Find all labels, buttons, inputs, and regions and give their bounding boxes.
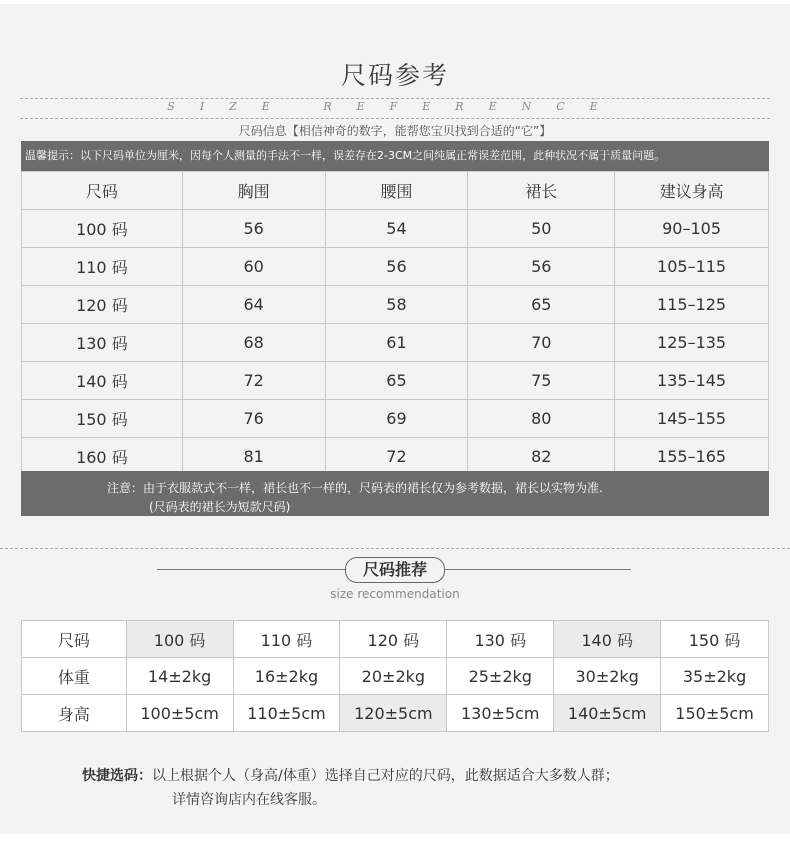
size-table-row [22,286,769,324]
recommend-row-label: 身高 [22,695,127,732]
size-table-cell: 100 码 [22,210,183,248]
recommend-table-cell: 20±2kg [340,658,447,695]
recommend-table-cell: 30±2kg [554,658,661,695]
size-table-cell: 81 [182,438,325,476]
recommend-title: 尺码推荐 [345,557,445,583]
recommend-table-row [22,658,769,695]
size-table-cell: 72 [325,438,468,476]
size-table-cell: 80 [468,400,615,438]
size-table-cell: 130 码 [22,324,183,362]
size-table-cell: 69 [325,400,468,438]
size-table-cell: 82 [468,438,615,476]
recommend-table-cell: 150 码 [661,621,769,658]
recommend-table-cell: 120 码 [340,621,447,658]
title-divider-bottom [20,118,770,119]
size-table-row [22,400,769,438]
size-table-cell: 120 码 [22,286,183,324]
recommend-row-label: 体重 [22,658,127,695]
size-table-cell: 150 码 [22,400,183,438]
size-table-cell: 160 码 [22,438,183,476]
size-table-cell: 54 [325,210,468,248]
size-table-cell: 58 [325,286,468,324]
recommend-rule-right [445,569,631,570]
size-table-header-cell: 腰围 [325,172,468,210]
recommend-table-cell: 100±5cm [126,695,233,732]
size-table-row [22,438,769,476]
english-subtitle: SIZE REFERENCE [167,100,623,113]
size-table-cell: 75 [468,362,615,400]
size-table-cell: 140 码 [22,362,183,400]
size-table-cell: 90–105 [615,210,769,248]
recommend-table-cell: 110±5cm [233,695,340,732]
recommend-table-cell: 100 码 [126,621,233,658]
size-table-cell: 61 [325,324,468,362]
recommend-rule-left [157,569,345,570]
size-table-cell: 56 [182,210,325,248]
size-table-cell: 125–135 [615,324,769,362]
recommend-table-cell: 35±2kg [661,658,769,695]
footnote-line-1: 注意：由于衣服款式不一样，裙长也不一样的，尺码表的裙长仅为参考数据，裙长以实物为准. [107,481,603,495]
size-table-cell: 65 [325,362,468,400]
size-table-header-cell: 胸围 [182,172,325,210]
recommend-table-cell: 16±2kg [233,658,340,695]
notice-banner: 温馨提示：以下尺码单位为厘米，因每个人测量的手法不一样，误差存在2-3CM之间纯属正常误差范围，此种状况不属于质量问题。 [21,141,769,171]
size-table-cell: 70 [468,324,615,362]
size-table-cell: 65 [468,286,615,324]
section-divider [0,548,790,549]
size-table-cell: 135–145 [615,362,769,400]
quick-pick-line-2: 详情咨询店内在线客服。 [172,792,326,808]
size-table-cell: 72 [182,362,325,400]
recommend-table-cell: 120±5cm [340,695,447,732]
size-table-header-cell: 尺码 [22,172,183,210]
title-divider-top [20,98,770,99]
top-edge [0,0,790,4]
size-table-row [22,210,769,248]
size-table-header-cell: 建议身高 [615,172,769,210]
size-table-cell: 68 [182,324,325,362]
tagline: 尺码信息【相信神奇的数字，能帮您宝贝找到合适的“它”】 [238,124,552,138]
size-table-header-cell: 裙长 [468,172,615,210]
size-table [21,171,769,476]
size-table-cell: 60 [182,248,325,286]
quick-pick-line-1: 以上根据个人（身高/体重）选择自己对应的尺码，此数据适合大多数人群； [152,768,619,784]
page-title: 尺码参考 [340,61,449,90]
size-table-cell: 50 [468,210,615,248]
size-table-row [22,248,769,286]
quick-pick-label: 快捷选码： [82,768,152,784]
recommend-table-cell: 130 码 [447,621,554,658]
size-table-cell: 76 [182,400,325,438]
footnote-line-2: (尺码表的裙长为短款尺码) [149,500,291,514]
recommend-table-row [22,621,769,658]
size-table-cell: 64 [182,286,325,324]
size-table-cell: 155–165 [615,438,769,476]
size-table-cell: 56 [468,248,615,286]
size-table-cell: 115–125 [615,286,769,324]
footnote-banner [21,471,769,516]
size-table-cell: 105–115 [615,248,769,286]
recommend-table-cell: 140 码 [554,621,661,658]
size-table-row [22,362,769,400]
size-table-cell: 110 码 [22,248,183,286]
recommend-row-label: 尺码 [22,621,127,658]
recommend-subtitle: size recommendation [330,587,460,601]
recommend-table-cell: 110 码 [233,621,340,658]
bottom-edge [0,834,790,850]
recommend-table-row [22,695,769,732]
quick-pick-tip [82,765,619,785]
size-table-header-row [22,172,769,210]
recommend-table [21,620,769,732]
size-table-row [22,324,769,362]
size-table-cell: 56 [325,248,468,286]
recommend-table-cell: 130±5cm [447,695,554,732]
recommend-table-cell: 14±2kg [126,658,233,695]
recommend-table-cell: 140±5cm [554,695,661,732]
recommend-table-cell: 25±2kg [447,658,554,695]
recommend-table-cell: 150±5cm [661,695,769,732]
size-table-cell: 145–155 [615,400,769,438]
